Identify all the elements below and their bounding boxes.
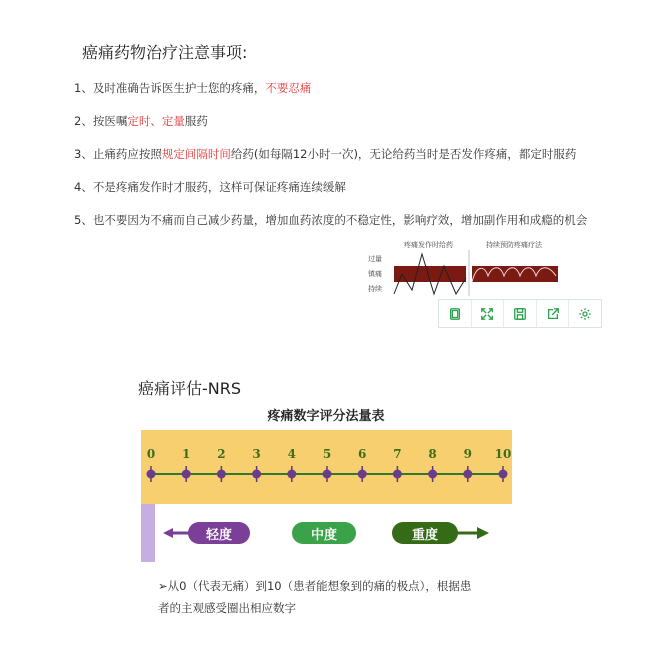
precaution-item-2 xyxy=(74,113,208,129)
scale-dot-2 xyxy=(217,470,226,479)
item-text: 2、按医嘱 xyxy=(74,114,128,128)
level-moderate-label: 中度 xyxy=(310,527,337,543)
item-text: 3、止痛药应按照 xyxy=(74,147,162,161)
nrs-scale-title: 疼痛数字评分法量表 xyxy=(267,409,385,424)
expand-button[interactable] xyxy=(472,300,505,327)
share-button[interactable] xyxy=(537,300,570,327)
save-button[interactable] xyxy=(504,300,537,327)
scale-dot-5 xyxy=(323,470,332,479)
nrs-side-strip xyxy=(141,504,155,562)
item-emphasis: 规定间隔时间 xyxy=(161,147,231,161)
precaution-item-4 xyxy=(74,179,346,195)
item-text: 4、不是疼痛发作时才服药，这样可保证疼痛连续缓解 xyxy=(74,180,346,194)
mini-y-label-analgesia: 镇痛 xyxy=(368,270,382,278)
nrs-note-line-1: ➢从0（代表无痛）到10（患者能想象到的痛的极点），根据患 xyxy=(158,579,472,593)
level-moderate-pill xyxy=(292,522,356,544)
scale-number-3: 3 xyxy=(252,447,261,461)
precaution-item-5 xyxy=(74,212,587,228)
save-icon xyxy=(513,307,527,321)
level-severe-label: 重度 xyxy=(411,527,438,543)
precautions-title: 癌痛药物治疗注意事项: xyxy=(82,43,248,62)
item-text-after: 给药(如每隔12小时一次)，无论给药当时是否发作疼痛，都定时服药 xyxy=(230,147,577,161)
scale-dot-4 xyxy=(287,470,296,479)
scale-number-4: 4 xyxy=(287,447,296,461)
item-emphasis: 不要忍痛 xyxy=(265,81,312,95)
scale-number-7: 7 xyxy=(393,447,402,461)
mini-y-label-sustained: 持续 xyxy=(368,285,382,293)
scale-number-0: 0 xyxy=(146,447,156,461)
scale-dot-8 xyxy=(428,470,437,479)
share-icon xyxy=(546,307,560,321)
scale-number-6: 6 xyxy=(358,447,367,461)
item-text: 5、也不要因为不痛而自己减少药量，增加血药浓度的不稳定性，影响疗效，增加副作用和成瘾的机会 xyxy=(74,213,588,227)
scale-dot-3 xyxy=(252,470,261,479)
scale-number-9: 9 xyxy=(463,447,472,461)
scale-number-2: 2 xyxy=(217,447,226,461)
nrs-note-line-2: 者的主观感受圈出相应数字 xyxy=(158,601,296,615)
mini-y-label-overdose: 过量 xyxy=(368,255,382,263)
item-emphasis: 定时、定量 xyxy=(127,114,185,128)
scale-dot-10 xyxy=(499,470,508,479)
scale-dot-9 xyxy=(463,470,472,479)
expand-icon xyxy=(480,307,494,321)
scale-dot-0 xyxy=(147,470,156,479)
nrs-section-title: 癌痛评估-NRS xyxy=(138,379,242,398)
image-toolbar xyxy=(438,299,602,328)
settings-button[interactable] xyxy=(569,300,601,327)
scale-number-1: 1 xyxy=(182,447,191,461)
nrs-scale-line xyxy=(141,430,512,504)
scale-number-5: 5 xyxy=(322,447,332,461)
mini-chart-graphic xyxy=(360,238,560,300)
precaution-item-3 xyxy=(74,146,576,162)
scale-dot-1 xyxy=(182,470,191,479)
copy-icon xyxy=(448,307,462,321)
nrs-scale-band xyxy=(141,430,512,504)
settings-icon xyxy=(578,307,592,321)
mini-right-title: 持续预防疼痛疗法 xyxy=(486,241,542,249)
scale-number-8: 8 xyxy=(428,447,437,461)
level-mild-label: 轻度 xyxy=(205,527,232,543)
scale-number-10: 10 xyxy=(494,447,512,461)
level-mild-pill xyxy=(188,522,250,544)
level-severe-pill xyxy=(392,522,458,544)
item-text-after: 服药 xyxy=(184,114,208,128)
dosing-comparison-image xyxy=(360,238,560,300)
scale-dot-6 xyxy=(358,470,367,479)
item-text: 1、及时准确告诉医生护士您的疼痛， xyxy=(74,81,266,95)
scale-dot-7 xyxy=(393,470,402,479)
mini-left-title: 疼痛发作时给药 xyxy=(404,241,453,249)
precaution-item-1 xyxy=(74,80,311,96)
copy-button[interactable] xyxy=(439,300,472,327)
